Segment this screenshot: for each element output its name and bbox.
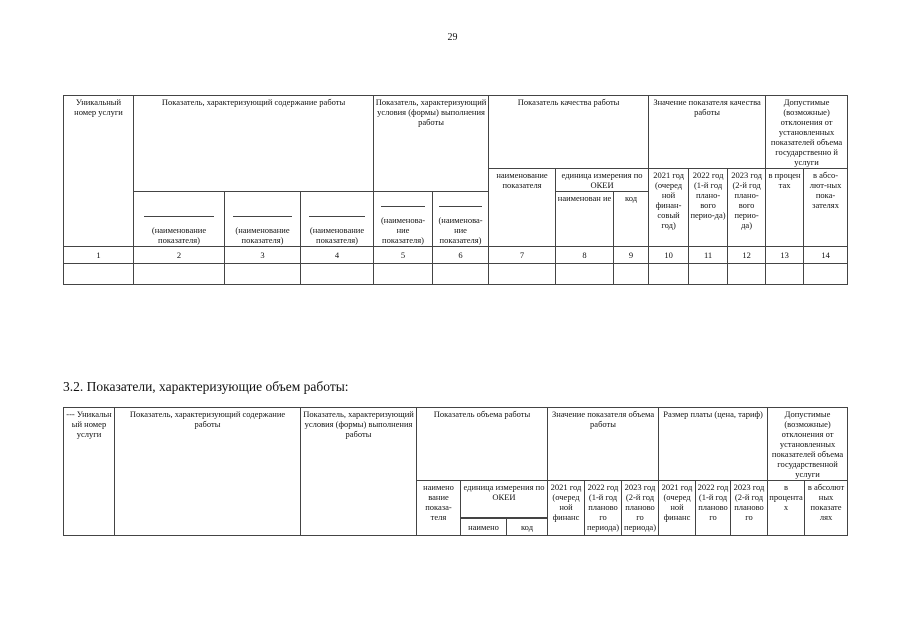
table-cell[interactable] xyxy=(556,264,614,285)
table-cell[interactable] xyxy=(728,264,766,285)
header-unit-code: код xyxy=(507,519,548,536)
page-number: 29 xyxy=(447,32,458,43)
table-cell[interactable] xyxy=(374,264,433,285)
header-deviation-absolute: в абсо-лют-ных пока-зателях xyxy=(804,169,848,247)
volume-indicators-table xyxy=(63,407,848,536)
header-value-year-2022: 2022 год (1-й год планово го периода) xyxy=(585,481,622,536)
content-indicator-name-1: (наименование показателя) xyxy=(134,192,225,247)
content-indicator-name-2: (наименование показателя) xyxy=(225,192,301,247)
quality-indicators-table xyxy=(63,95,848,285)
header-unique-number: Уникальный номер услуги xyxy=(64,96,134,247)
table-cell[interactable] xyxy=(134,264,225,285)
header-unit-code: код xyxy=(614,192,649,247)
header-price-year-2022: 2022 год (1-й год планово го xyxy=(696,481,731,536)
header-value-year-2023: 2023 год (2-й год планово го периода) xyxy=(622,481,659,536)
header-content-indicator: Показатель, характеризующий содержание работы xyxy=(115,408,301,536)
header-allowed-deviation: Допустимые (возможные) отклонения от установленных показателей объема государственно й услуги xyxy=(766,96,848,169)
table-cell[interactable] xyxy=(804,264,848,285)
column-number-row xyxy=(64,247,848,264)
header-indicator-name: наименование показателя xyxy=(489,169,556,247)
table-cell[interactable] xyxy=(689,264,728,285)
header-price-year-2021: 2021 год (очеред ной финанс xyxy=(659,481,696,536)
section-title: 3.2. Показатели, характеризующие объем работы: xyxy=(63,379,349,394)
header-allowed-deviation: Допустимые (возможные) отклонения от установленных показателей объема государственной услуги xyxy=(768,408,848,481)
header-year-2023: 2023 год (2-й год плано-вого перио-да) xyxy=(728,169,766,247)
column-number: 9 xyxy=(614,247,649,264)
header-price-year-2023: 2023 год (2-й год планово го xyxy=(731,481,768,536)
header-deviation-absolute: в абсолют ных показате лях xyxy=(805,481,848,536)
table-cell[interactable] xyxy=(225,264,301,285)
header-content-indicator: Показатель, характеризующий содержание работы xyxy=(134,96,374,192)
column-number: 13 xyxy=(766,247,804,264)
header-quality-value: Значение показателя качества работы xyxy=(649,96,766,169)
header-deviation-percent: в процен тах xyxy=(766,169,804,247)
header-deviation-percent: в процента х xyxy=(768,481,805,536)
table-cell[interactable] xyxy=(614,264,649,285)
column-number: 11 xyxy=(689,247,728,264)
column-number: 14 xyxy=(804,247,848,264)
header-unit-okei: единица измерения по ОКЕИ xyxy=(556,169,649,192)
header-unit-okei: единица измерения по ОКЕИ xyxy=(461,481,548,518)
header-year-2022: 2022 год (1-й год плано-вого перио-да) xyxy=(689,169,728,247)
table-cell[interactable] xyxy=(649,264,689,285)
table-cell[interactable] xyxy=(766,264,804,285)
empty-data-row xyxy=(64,264,848,285)
column-number: 7 xyxy=(489,247,556,264)
table-cell[interactable] xyxy=(301,264,374,285)
header-volume-value: Значение показателя объема работы xyxy=(548,408,659,481)
content-indicator-name-3: (наименование показателя) xyxy=(301,192,374,247)
header-value-year-2021: 2021 год (очеред ной финанс xyxy=(548,481,585,536)
column-number: 3 xyxy=(225,247,301,264)
header-year-2021: 2021 год (очеред ной финан-совый год) xyxy=(649,169,689,247)
column-number: 5 xyxy=(374,247,433,264)
column-number: 2 xyxy=(134,247,225,264)
header-unit-name: наимено xyxy=(461,519,507,536)
table-cell[interactable] xyxy=(64,264,134,285)
header-condition-indicator: Показатель, характеризующий условия (формы) выполнения работы xyxy=(301,408,417,536)
header-price: Размер платы (цена, тариф) xyxy=(659,408,768,481)
header-unique-number: --- Уникальн ый номер услуги xyxy=(64,408,115,536)
header-condition-indicator: Показатель, характеризующий условия (формы) выполнения работы xyxy=(374,96,489,192)
column-number: 10 xyxy=(649,247,689,264)
table-cell[interactable] xyxy=(489,264,556,285)
table-cell[interactable] xyxy=(433,264,489,285)
header-unit-name: наименован ие xyxy=(556,192,614,247)
column-number: 6 xyxy=(433,247,489,264)
header-volume-indicator: Показатель объема работы xyxy=(417,408,548,481)
header-quality-indicator: Показатель качества работы xyxy=(489,96,649,169)
column-number: 8 xyxy=(556,247,614,264)
column-number: 1 xyxy=(64,247,134,264)
column-number: 12 xyxy=(728,247,766,264)
header-indicator-name: наимено вание показа-теля xyxy=(417,481,461,536)
column-number: 4 xyxy=(301,247,374,264)
condition-indicator-name-2: (наименова-ние показателя) xyxy=(433,192,489,247)
condition-indicator-name-1: (наименова-ние показателя) xyxy=(374,192,433,247)
